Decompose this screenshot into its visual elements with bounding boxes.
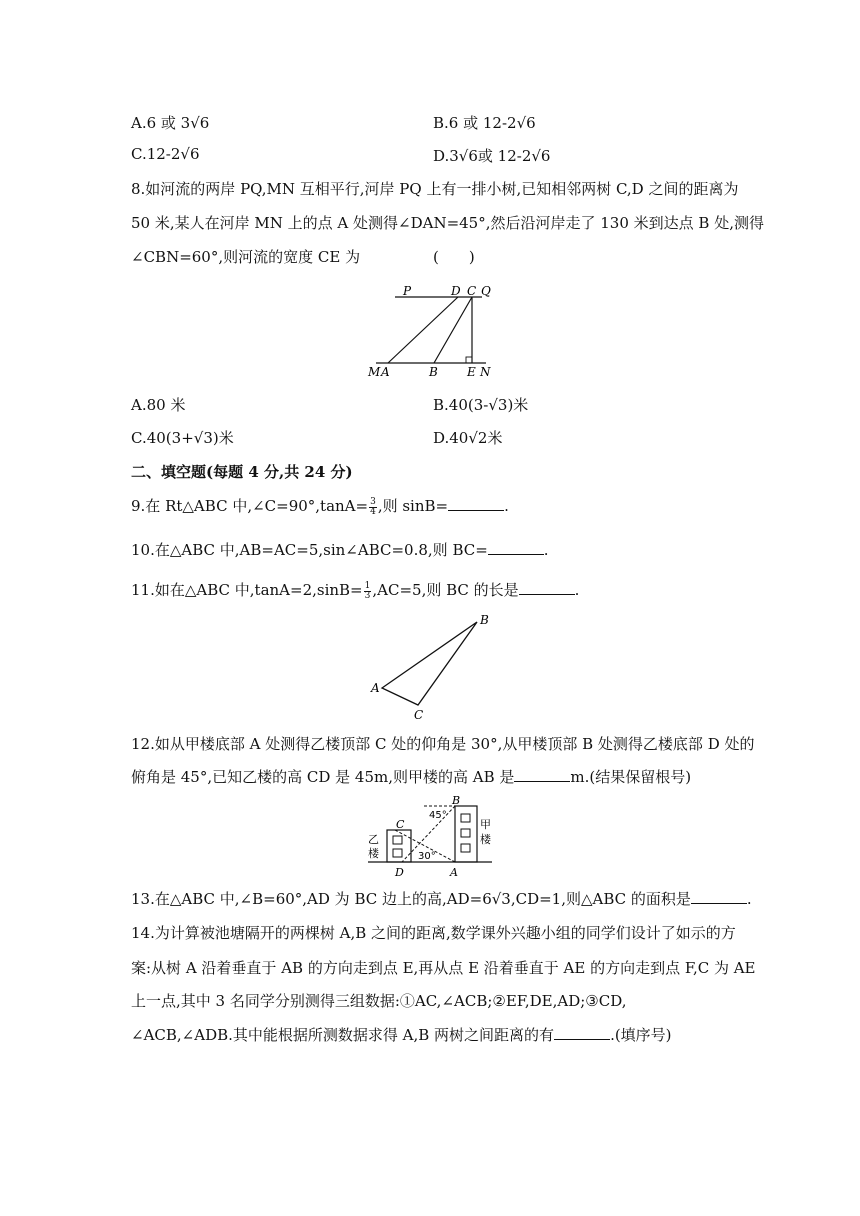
q13-text: 13.在△ABC 中,∠B=60°,AD 为 BC 边上的高,AD=6√3,CD=1,则△ABC 的面积是 . (131, 890, 752, 908)
q13-answer-blank (691, 889, 747, 904)
q14-text-line4: ∠ACB,∠ADB.其中能根据所测数据求得 A,B 两树之间距离的有 .(填序号) (131, 1026, 672, 1044)
q12-label-b: B (452, 794, 461, 807)
q12-label-c: C (396, 818, 405, 831)
q8-label-a: A (381, 365, 390, 379)
q7-option-d: D.3√6或 12-2√6 (433, 147, 551, 165)
q9-answer-blank (448, 496, 504, 511)
q11-label-a: A (371, 681, 380, 695)
q8-text-line3: ∠CBN=60°,则河流的宽度 CE 为 (131, 248, 361, 266)
q8-label-n: N (480, 365, 491, 379)
q8-label-q: Q (481, 284, 491, 298)
q11-label-b: B (480, 613, 489, 627)
q8-river-figure (360, 280, 510, 380)
q7-option-a: A.6 或 3√6 (131, 114, 210, 132)
q14-answer-blank (554, 1025, 610, 1040)
q12-label-a: A (450, 866, 458, 879)
q9-text: 9.在 Rt△ABC 中,∠C=90°,tanA= $\frac{3}{4}$ ,则 sinB= . (131, 496, 509, 517)
q8-label-m: M (368, 365, 381, 379)
q8-option-b: B.40(3-√3)米 (433, 396, 529, 414)
q9-fraction: $\frac{3}{4}$ (370, 496, 376, 517)
q8-label-b: B (429, 365, 438, 379)
q8-text-line1: 8.如河流的两岸 PQ,MN 互相平行,河岸 PQ 上有一排小树,已知相邻两树 C,D 之间的距离为 (131, 180, 739, 198)
q8-option-d: D.40√2米 (433, 429, 503, 447)
q11-triangle-figure (365, 610, 495, 725)
q12-label-jia-lou: 楼 (480, 833, 491, 846)
q12-text-line2: 俯角是 45°,已知乙楼的高 CD 是 45m,则甲楼的高 AB 是 m.(结果保留根号) (131, 768, 692, 786)
q8-option-c: C.40(3+√3)米 (131, 429, 234, 447)
q12-buildings-figure (362, 792, 502, 880)
q12-label-jia: 甲 (480, 818, 491, 831)
q8-label-e: E (467, 365, 476, 379)
q7-option-c: C.12-2√6 (131, 145, 200, 163)
q11-text: 11.如在△ABC 中,tanA=2,sinB= $\frac{1}{3}$ ,AC=5,则 BC 的长是 . (131, 580, 580, 601)
q12-angle-45: 45° (429, 810, 447, 821)
q12-text-line1: 12.如从甲楼底部 A 处测得乙楼顶部 C 处的仰角是 30°,从甲楼顶部 B 处测得乙楼底部 D 处的 (131, 735, 755, 753)
q10-answer-blank (488, 540, 544, 555)
q8-text-line2: 50 米,某人在河岸 MN 上的点 A 处测得∠DAN=45°,然后沿河岸走了 130 米到达点 B 处,测得 (131, 214, 764, 232)
q8-label-d: D (451, 284, 461, 298)
q11-answer-blank (519, 580, 575, 595)
q14-text-line1: 14.为计算被池塘隔开的两棵树 A,B 之间的距离,数学课外兴趣小组的同学们设计了如示的方 (131, 924, 736, 942)
q12-angle-30: 30° (418, 851, 436, 862)
q12-label-yi-lou: 楼 (368, 847, 379, 860)
q8-option-a: A.80 米 (131, 396, 186, 414)
q8-label-c: C (467, 284, 477, 298)
q12-label-d: D (395, 866, 404, 879)
q14-text-line2: 案:从树 A 沿着垂直于 AB 的方向走到点 E,再从点 E 沿着垂直于 AE 的方向走到点 F,C 为 AE (131, 959, 756, 977)
q12-label-yi: 乙 (368, 833, 379, 846)
q11-fraction: $\frac{1}{3}$ (364, 580, 371, 601)
q12-answer-blank (514, 767, 570, 782)
q8-answer-paren: ( ) (433, 248, 475, 266)
section-heading: 二、填空题(每题 4 分,共 24 分) (131, 463, 353, 481)
q14-text-line3: 上一点,其中 3 名同学分别测得三组数据:①AC,∠ACB;②EF,DE,AD;③CD, (131, 992, 627, 1010)
q8-label-p: P (403, 284, 412, 298)
q11-label-c: C (414, 708, 424, 722)
q10-text: 10.在△ABC 中,AB=AC=5,sin∠ABC=0.8,则 BC= . (131, 541, 549, 559)
q7-option-b: B.6 或 12-2√6 (433, 114, 536, 132)
